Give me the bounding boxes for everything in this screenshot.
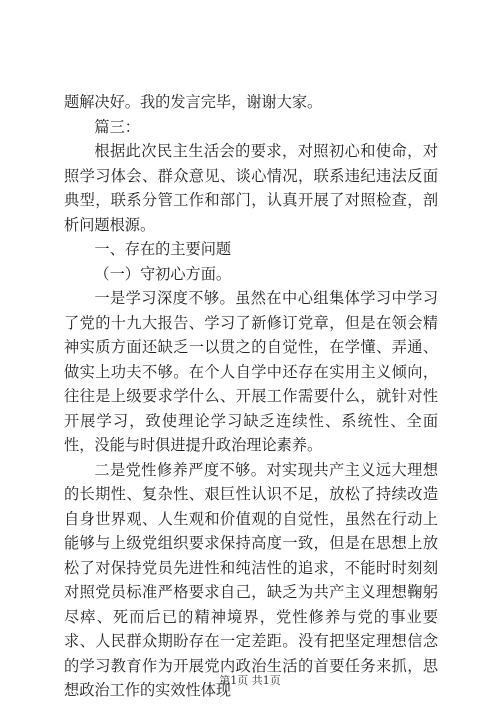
document-body [64,90,438,703]
paragraph-intro: 根据此次民主生活会的要求，对照初心和使命，对照学习体会、群众意见、谈心情况，联系违纪违法反面典型，联系分管工作和部门，认真开展了对照检查，剖析问题根源。 [64,142,438,234]
heading-main-issues: 一、存在的主要问题 [94,240,232,258]
page-footer: 第1页 共1页 [219,674,281,687]
paragraph-study: 一是学习深度不够。虽然在中心组集体学习中学习了党的十九大报告、学习了新修订党章，但是在领会精神实质方面还缺乏一以贯之的自觉性，在学懂、弄通、做实上功夫不够。在个人自学中还存在实用主义倾向，往往是上级要求学什么、开展工作需要什么，就针对性开展学习，致使理论学习缺乏连续性、系统性、全面性，没能与时俱进提升政治理论素养。 [64,289,438,454]
paragraph-closing: 题解决好。我的发言完毕，谢谢大家。 [64,93,323,111]
paragraph-party: 二是党性修养严度不够。对实现共产主义远大理想的长期性、复杂性、艰巨性认识不足，放松了持续改造自身世界观、人生观和价值观的自觉性，虽然在行动上能够与上级党组织要求保持高度一致，但是在思想上放松了对保持党员先进性和纯洁性的追求，不能时时刻刻对照党员标准严格要求自己，缺乏为共产主义理想鞠躬尽瘁、死而后已的精神境界，党性修养与党的事业要求、人民群众期盼存在一定差距。没有把坚定理想信念的学习教育作为开展党内政治生活的首要任务来抓，思想政治工作的实效性体现 [64,460,438,699]
heading-sub-1: （一）守初心方面。 [94,264,232,283]
section-title: 篇三： [94,117,140,136]
